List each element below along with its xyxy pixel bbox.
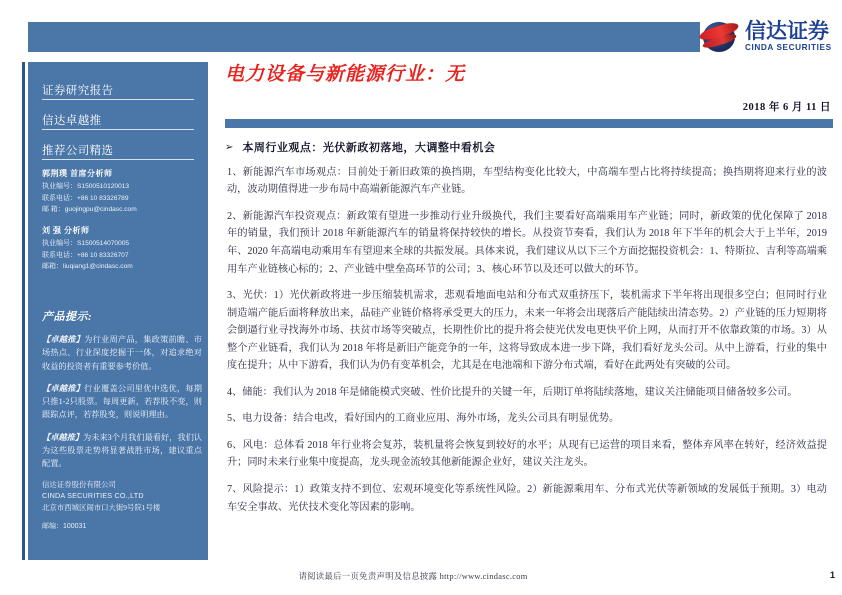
analyst-license-value: S1500514070005 [77, 240, 130, 248]
analyst-email-line [42, 204, 202, 216]
footer-disclaimer[interactable]: 请阅读最后一页免责声明及信息披露 http://www.cindasc.com [298, 572, 528, 581]
company-logo [700, 14, 835, 60]
analyst-license-value: S1500510120013 [77, 183, 130, 190]
analyst-license-label: 执业编号： [42, 239, 77, 248]
analyst-phone-line [42, 250, 202, 262]
sidebar-heading-research-report: 证券研究报告 [42, 85, 114, 97]
sidebar-heading-recommended-companies: 推荐公司精选 [42, 145, 114, 157]
analyst-phone-line [42, 193, 202, 205]
analyst-license-line [42, 181, 202, 193]
company-name-cn: 信达证券股份有限公司 [42, 479, 116, 489]
header-blue-bar [28, 22, 700, 52]
sidebar-heading-cinda-excellence: 信达卓越推 [42, 115, 102, 127]
footer-divider [28, 566, 835, 567]
product-tip-item [42, 333, 202, 373]
company-zip: 邮编：100031 [42, 522, 87, 530]
analyst-email-label: 邮 箱： [42, 205, 65, 214]
sidebar-divider-1 [42, 99, 194, 100]
page-number: 1 [829, 570, 835, 580]
analyst-entry [42, 225, 202, 273]
analyst-email-value[interactable]: liuqiang1@cindasc.com [63, 263, 133, 271]
sidebar-divider-2 [42, 129, 194, 130]
product-tip-text: 为未来3个月我们最看好，我们认为这些股票走势将显著战胜市场，建议重点配置。 [42, 432, 202, 469]
section-heading [225, 139, 833, 155]
analyst-name: 刘 强 分析师 [42, 226, 90, 236]
body-paragraph: 1、新能源汽车市场观点：目前处于新旧政策的换挡期，车型结构变化比较大，中高端车型占比将持续提高；换挡期将迎来行业的波动，波动期值得进一步布局中高端新能源汽车产业链。 [227, 166, 827, 196]
logo-wordmark [745, 21, 832, 52]
logo-name-en: CINDA SECURITIES [745, 43, 832, 53]
arrow-bullet-icon: ➢ [225, 141, 234, 153]
analyst-email-value[interactable]: guojingpu@cindasc.com [64, 206, 137, 214]
sidebar-divider-3 [42, 159, 194, 160]
analyst-license-label: 执业编号： [42, 182, 77, 190]
main-content [225, 62, 833, 525]
analyst-name: 郭荆璞 首席分析师 [42, 169, 113, 178]
analyst-license-line [42, 238, 202, 250]
sidebar-panel [28, 62, 208, 560]
page-footer [28, 566, 835, 586]
logo-name-cn: 信达证券 [745, 20, 829, 44]
product-tip-tag: 【卓越推】 [42, 335, 85, 344]
cinda-logo-icon [700, 17, 740, 57]
analyst-entry [42, 168, 202, 216]
product-tip-tag: 【卓越推】 [42, 383, 85, 393]
analyst-phone-label: 联系电话： [42, 193, 77, 202]
product-tip-item [42, 382, 202, 422]
company-name-en: CINDA SECURITIES CO.,LTD [42, 491, 144, 501]
report-title: 电力设备与新能源行业：无 [225, 64, 466, 85]
product-tip-tag: 【卓越推】 [42, 432, 84, 442]
analyst-email-label: 邮箱： [42, 262, 63, 271]
product-tip-text: 行业覆盖公司里优中选优，每期只推1-2只股票。每周更新，若荐股不变，则跟踪点评，若荐股变，则说明理由。 [42, 383, 202, 420]
company-address-block [42, 479, 202, 532]
analyst-phone-value: +86 10 83326789 [77, 194, 129, 202]
report-date: 2018 年 6 月 11 日 [742, 101, 831, 113]
analyst-list [42, 168, 202, 282]
title-underline-bar [225, 119, 833, 128]
sidebar-left-accent-rule [22, 62, 25, 560]
company-address: 北京市西城区闹市口大街9号院1号楼 [42, 502, 161, 512]
analyst-phone-label: 联系电话： [42, 250, 77, 259]
product-tip-text: 为行业周产品，集政策前瞻、市场热点、行业深度挖掘于一体，对追求绝对收益的投资者有重要参考价值。 [42, 335, 202, 371]
body-paragraph: 5、电力设备：结合电改，看好国内的工商业应用、海外市场，龙头公司具有明显优势。 [227, 413, 620, 425]
section-heading-label: 本周行业观点：光伏新政初落地，大调整中看机会 [242, 141, 496, 154]
body-paragraph: 3、光伏：1）光伏新政将进一步压缩装机需求，悲观看地面电站和分布式双重挤压下，装机需求下半年将出现很多空白；但同时行业制造端产能后面将释放出来，晶硅产业链价格将承受更大的压力，未来一年将会出现落后产能陆续出清态势。2）产业链的压力短期将会倒逼行业寻找海外市场、扶贫市场等突破点，长期性价比的提升将会使光伏发电更快平价上网，从而打开不依靠政策的市场。3）从整个产业链看，我们认为 2018 年将是新旧产能竞争的一年，这将导致成本进一步下降，我们看好龙头公司。从中上游看，行业的集中度在提升；从中下游看，我们认为仍有变革机会，尤其是在电池端和下游分布式端，看好在此两处有突破的公司。 [227, 290, 827, 372]
body-paragraph: 7、风险提示：1）政策支持不到位、宏观环境变化等系统性风险。2）新能源乘用车、分布式光伏等新领域的发展低于预期。3）电动车安全事故、光伏技术变化等因素的影响。 [227, 484, 827, 513]
analyst-phone-value: +86 10 83326707 [77, 251, 129, 259]
product-tips-section [42, 308, 202, 480]
body-paragraph: 4、储能：我们认为 2018 年是储能模式突破、性价比提升的关键一年，后期订单将陆续落地，建议关注储能项目储备较多公司。 [227, 386, 798, 398]
body-paragraph: 6、风电：总体看 2018 年行业将会复苏，装机量将会恢复到较好的水平；从现有已运营的项目来看，整体弃风率在转好，经济效益提升；同时未来行业集中度提高，龙头现金流较其他新能源企业好，建议关注龙头。 [227, 439, 827, 469]
product-tip-item [42, 431, 202, 471]
product-tips-title: 产品提示: [42, 311, 93, 323]
report-body [227, 164, 827, 516]
analyst-email-line [42, 261, 202, 273]
body-paragraph: 2、新能源汽车投资观点：新政策有望进一步推动行业升级换代，我们主要看好高端乘用车产业链；同时，新政策的优化保障了 2018 年的销量，我们预计 2018 年新能源汽车的销量将保持较快的增长。从投资节奏看，我们认为 2018 年下半年的机会大于上半年，2019 年、2020 年高端电动乘用车有望迎来全球的共振发展。具体来说，我们建议从以下三个方面挖掘投资机会：1、特斯拉、吉利等高端乘用车产业链核心标的；2、产业链中壁垒高环节的公司；3、核心环节以及还可以做大的环节。 [227, 210, 827, 275]
